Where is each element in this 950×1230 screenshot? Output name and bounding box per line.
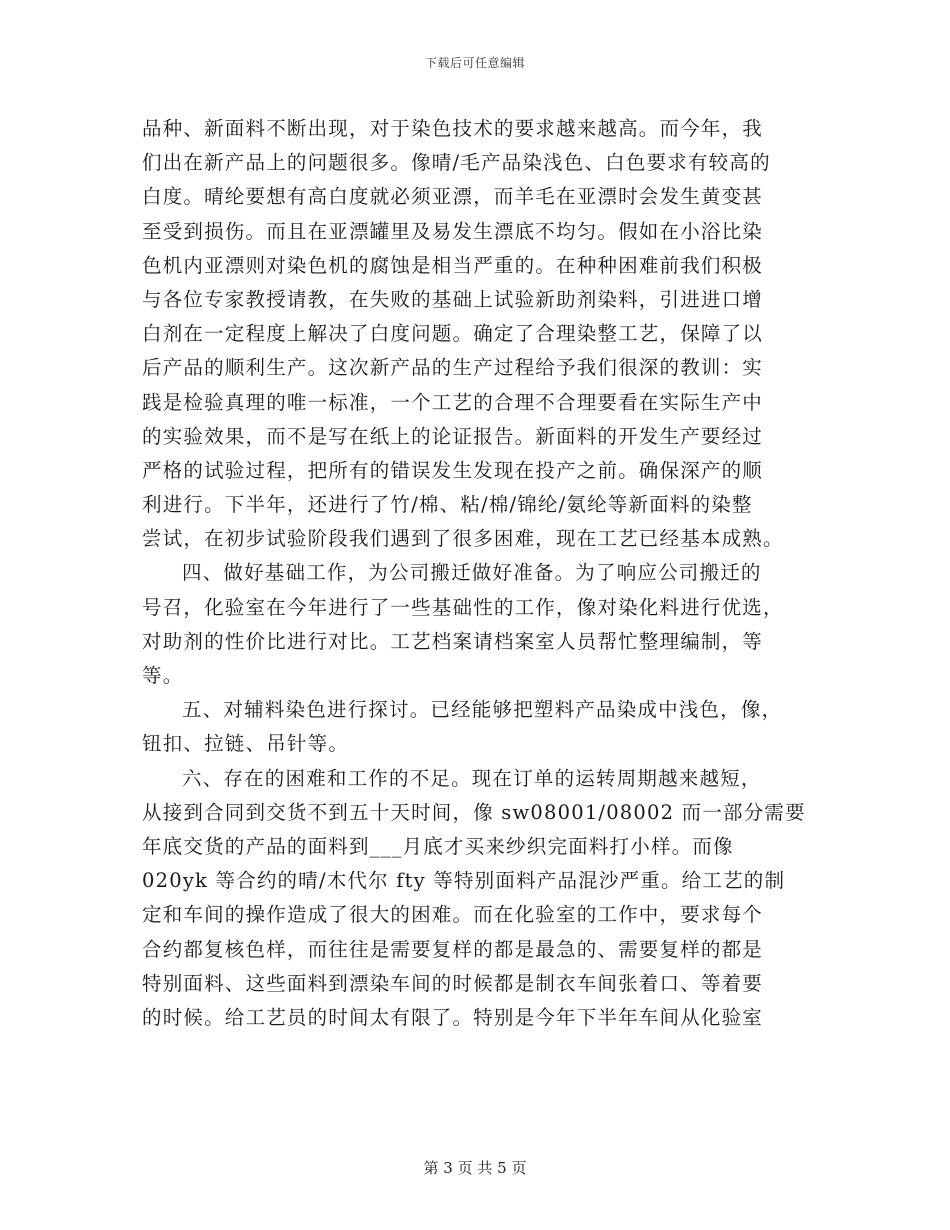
text-line: 钮扣、拉链、吊针等。 (142, 732, 350, 756)
text-line: 与各位专家教授请教，在失败的基础上试验新助剂染料，引进进口增 (142, 287, 764, 311)
text-line: 尝试，在初步试验阶段我们遇到了很多困难，现在工艺已经基本成熟。 (142, 527, 784, 551)
paragraph-start-line: 六、存在的困难和工作的不足。现在订单的运转周期越来越短， (182, 766, 762, 790)
paragraph-start-line: 四、做好基础工作，为公司搬迁做好准备。为了响应公司搬迁的 (182, 561, 762, 585)
text-line: 年底交货的产品的面料到___月底才买来纱织完面料打小样。而像 (142, 834, 734, 858)
text-line: 品种、新面料不断出现，对于染色技术的要求越来越高。而今年，我 (142, 117, 764, 140)
text-line: 利进行。下半年，还进行了竹/棉、粘/棉/锦纶/氨纶等新面料的染整 (142, 493, 753, 517)
text-line: 践是检验真理的唯一标准，一个工艺的合理不合理要看在实际生产中 (142, 390, 764, 414)
document-body (142, 112, 812, 1035)
page-header: 下载后可任意编辑 (424, 56, 525, 70)
text-line: 至受到损伤。而且在亚漂罐里及易发生漂底不均匀。假如在小浴比染 (142, 219, 764, 243)
text-line: 色机内亚漂则对染色机的腐蚀是相当严重的。在种种困难前我们积极 (142, 253, 764, 277)
text-line: 严格的试验过程，把所有的错误发生发现在投产之前。确保深产的顺 (142, 458, 764, 482)
text-line: 对助剂的性价比进行对比。工艺档案请档案室人员帮忙整理编制，等 (142, 629, 764, 653)
text-line: 020yk 等合约的晴/木代尔 fty 等特别面料产品混沙严重。给工艺的制 (142, 869, 786, 893)
text-line: 的时候。给工艺员的时间太有限了。特别是今年下半年车间从化验室 (142, 1005, 764, 1029)
page-number-footer: 第 3 页 共 5 页 (423, 1159, 527, 1177)
text-line: 后产品的顺利生产。这次新产品的生产过程给予我们很深的教训：实 (142, 356, 764, 380)
text-line: 从接到合同到交货不到五十天时间，像 sw08001/08002 而一部分需要 (142, 800, 806, 824)
text-line: 们出在新产品上的问题很多。像晴/毛产品染浅色、白色要求有较高的 (142, 151, 771, 175)
text-line: 等。 (142, 664, 184, 687)
paragraph-start-line: 五、对辅料染色进行探讨。已经能够把塑料产品染成中浅色，像， (182, 698, 783, 722)
text-line: 定和车间的操作造成了很大的困难。而在化验室的工作中，要求每个 (142, 903, 764, 927)
text-line: 合约都复核色样，而往往是需要复样的都是最急的、需要复样的都是 (142, 937, 764, 961)
text-line: 白度。晴纶要想有高白度就必须亚漂，而羊毛在亚漂时会发生黄变甚 (142, 185, 764, 209)
text-line: 白剂在一定程度上解决了白度问题。确定了合理染整工艺，保障了以 (142, 322, 764, 346)
text-line: 号召，化验室在今年进行了一些基础性的工作，像对染化料进行优选， (142, 595, 784, 619)
text-line: 的实验效果，而不是写在纸上的论证报告。新面料的开发生产要经过 (142, 424, 764, 448)
text-line: 特别面料、这些面料到漂染车间的时候都是制衣车间张着口、等着要 (142, 971, 764, 995)
